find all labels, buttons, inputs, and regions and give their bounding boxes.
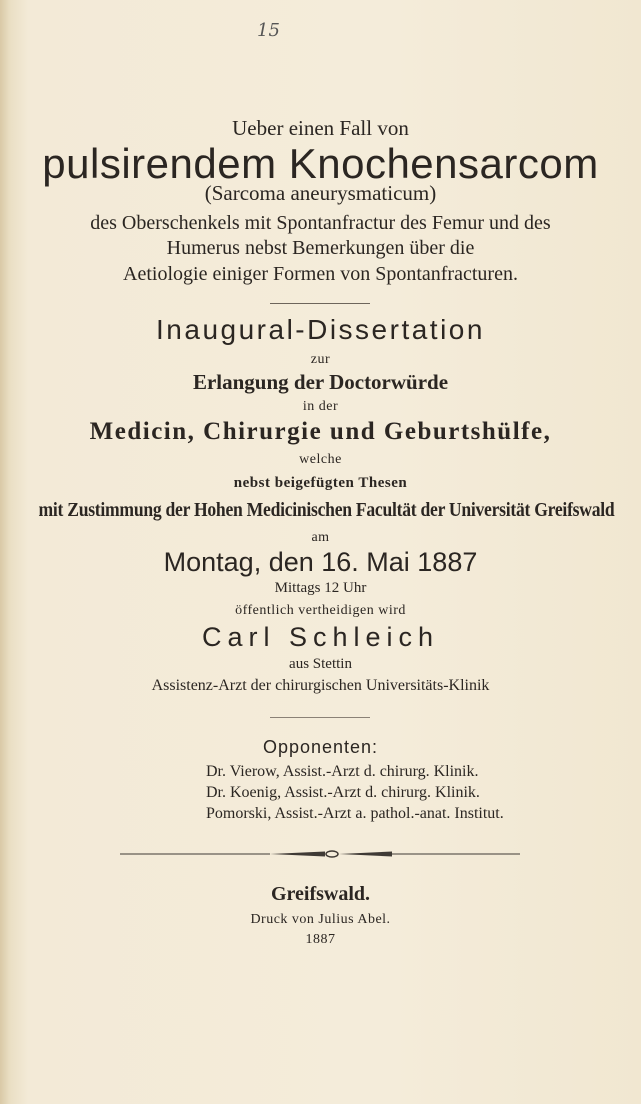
handwritten-page-number: 15 [257, 20, 280, 41]
title-line-1: Ueber einen Fall von [232, 116, 409, 140]
divider-rule [270, 303, 370, 304]
dissertation-heading: Inaugural-Dissertation [156, 314, 485, 345]
defense-statement: öffentlich vertheidigen wird [235, 603, 406, 618]
dissertation-degree: Erlangung der Doctorwürde [192, 370, 449, 394]
defense-date: Montag, den 16. Mai 1887 [163, 547, 478, 577]
title-subtitle: (Sarcoma aneurysmaticum) [204, 181, 437, 205]
author-name: Carl Schleich [201, 622, 440, 652]
opponents-heading: Opponenten: [262, 737, 379, 757]
imprint-year: 1887 [305, 932, 336, 947]
imprint-printer: Druck von Julius Abel. [250, 912, 391, 927]
title-line-4: des Oberschenkels mit Spontanfractur des Femur und des [90, 212, 551, 234]
dissertation-in-der: in der [302, 399, 339, 414]
dissertation-am: am [311, 530, 330, 545]
dissertation-approval: mit Zustimmung der Hohen Medicinischen Facultät der Universität Greifswald [38, 499, 615, 521]
ornamental-divider [120, 850, 520, 858]
title-line-5: Humerus nebst Bemerkungen über die [166, 237, 475, 259]
imprint-city: Greifswald. [270, 883, 371, 905]
opponent-3: Pomorski, Assist.-Arzt a. pathol.-anat. Institut. [206, 805, 504, 822]
defense-time: Mittags 12 Uhr [274, 580, 367, 596]
opponent-1: Dr. Vierow, Assist.-Arzt d. chirurg. Klinik. [206, 763, 479, 780]
divider-rule-2 [270, 717, 370, 718]
dissertation-theses: nebst beigefügten Thesen [233, 475, 408, 491]
title-main: pulsirendem Knochensarcom [42, 140, 599, 187]
title-line-6: Aetiologie einiger Formen von Spontanfracturen. [123, 263, 518, 285]
dissertation-welche: welche [299, 452, 342, 467]
opponent-2: Dr. Koenig, Assist.-Arzt d. chirurg. Klinik. [206, 784, 480, 801]
author-origin: aus Stettin [289, 656, 352, 672]
dissertation-zur: zur [310, 352, 331, 367]
author-position: Assistenz-Arzt der chirurgischen Universitäts-Klinik [151, 677, 490, 694]
dissertation-fields: Medicin, Chirurgie und Geburtshülfe, [89, 418, 552, 445]
